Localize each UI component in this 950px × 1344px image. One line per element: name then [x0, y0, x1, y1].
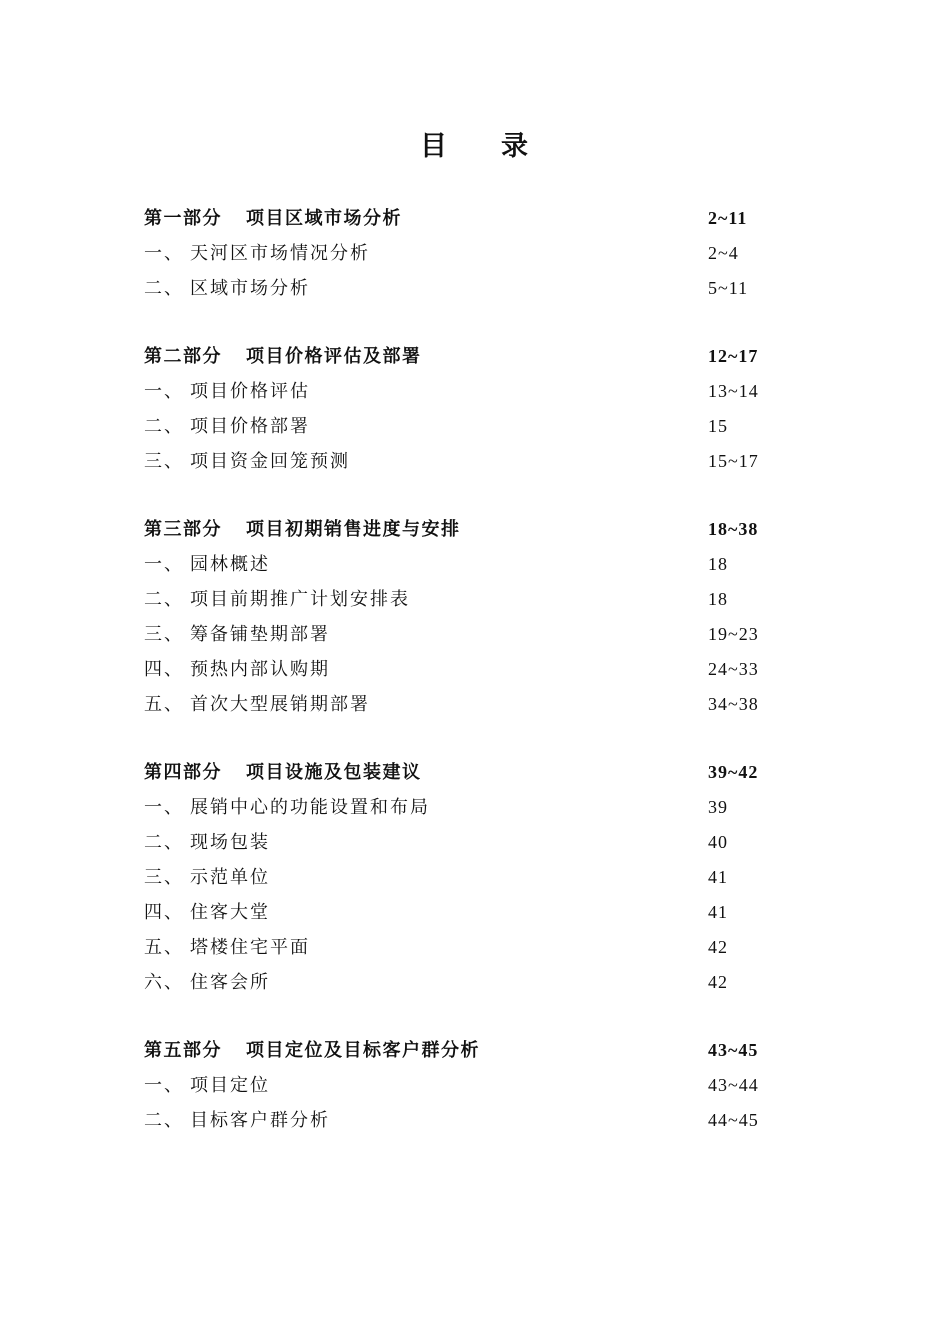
toc-section: [144, 512, 804, 722]
toc-entry: [144, 1068, 804, 1103]
toc-section-heading: [144, 755, 804, 790]
entry-page-range: 39: [708, 797, 728, 817]
toc-entry: [144, 617, 804, 652]
toc-section: [144, 755, 804, 1000]
entry-page-range: 18: [708, 554, 728, 574]
entry-page-range: 15~17: [708, 451, 759, 471]
section-page-range: 12~17: [708, 346, 759, 366]
entry-page-range: 19~23: [708, 624, 759, 644]
entry-number: 四、: [144, 659, 184, 680]
entry-label: 园林概述: [190, 554, 270, 575]
entry-number: 一、: [144, 243, 184, 264]
entry-page-range: 13~14: [708, 381, 759, 401]
section-page-range: 2~11: [708, 208, 748, 228]
toc-entry: [144, 582, 804, 617]
entry-label: 项目前期推广计划安排表: [190, 589, 410, 610]
toc-entry: [144, 825, 804, 860]
toc-entry: [144, 374, 804, 409]
entry-label: 区域市场分析: [190, 278, 310, 299]
section-title: 项目设施及包装建议: [246, 762, 422, 783]
entry-page-range: 41: [708, 902, 728, 922]
toc-title: [0, 124, 950, 163]
toc-entry: [144, 860, 804, 895]
section-page-range: 18~38: [708, 519, 759, 539]
entry-label: 天河区市场情况分析: [190, 243, 370, 264]
entry-number: 二、: [144, 832, 184, 853]
entry-label: 展销中心的功能设置和布局: [190, 797, 430, 818]
toc-entry: [144, 965, 804, 1000]
toc-entry: [144, 790, 804, 825]
entry-number: 三、: [144, 867, 184, 888]
toc-entry: [144, 271, 804, 306]
entry-label: 预热内部认购期: [190, 659, 330, 680]
entry-label: 住客大堂: [190, 902, 270, 923]
table-of-contents: [144, 201, 804, 1171]
entry-page-range: 2~4: [708, 243, 739, 263]
toc-section-heading: [144, 201, 804, 236]
entry-number: 三、: [144, 451, 184, 472]
entry-label: 项目资金回笼预测: [190, 451, 350, 472]
toc-entry: [144, 444, 804, 479]
entry-number: 一、: [144, 554, 184, 575]
entry-label: 现场包装: [190, 832, 270, 853]
toc-entry: [144, 652, 804, 687]
entry-label: 筹备铺垫期部署: [190, 624, 330, 645]
toc-entry: [144, 236, 804, 271]
entry-number: 四、: [144, 902, 184, 923]
toc-title-char: 目: [420, 131, 449, 162]
toc-section-heading: [144, 339, 804, 374]
entry-number: 五、: [144, 937, 184, 958]
section-part-label: 第二部分: [144, 346, 222, 367]
entry-page-range: 15: [708, 416, 728, 436]
entry-number: 一、: [144, 1075, 184, 1096]
section-title: 项目区域市场分析: [246, 208, 402, 229]
entry-page-range: 44~45: [708, 1110, 759, 1130]
section-part-label: 第三部分: [144, 519, 222, 540]
entry-page-range: 43~44: [708, 1075, 759, 1095]
section-title: 项目初期销售进度与安排: [246, 519, 461, 540]
entry-page-range: 24~33: [708, 659, 759, 679]
entry-page-range: 42: [708, 937, 728, 957]
entry-label: 项目定位: [190, 1075, 270, 1096]
entry-number: 二、: [144, 278, 184, 299]
toc-section: [144, 201, 804, 306]
entry-number: 一、: [144, 381, 184, 402]
section-page-range: 39~42: [708, 762, 759, 782]
section-part-label: 第一部分: [144, 208, 222, 229]
toc-entry: [144, 1103, 804, 1138]
entry-number: 三、: [144, 624, 184, 645]
entry-label: 项目价格部署: [190, 416, 310, 437]
entry-number: 六、: [144, 972, 184, 993]
section-title: 项目定位及目标客户群分析: [246, 1040, 480, 1061]
entry-number: 二、: [144, 1110, 184, 1131]
toc-section-heading: [144, 512, 804, 547]
entry-number: 二、: [144, 589, 184, 610]
entry-number: 五、: [144, 694, 184, 715]
section-part-label: 第四部分: [144, 762, 222, 783]
entry-label: 住客会所: [190, 972, 270, 993]
entry-label: 塔楼住宅平面: [190, 937, 310, 958]
toc-title-char: 录: [501, 131, 530, 162]
entry-page-range: 34~38: [708, 694, 759, 714]
toc-entry: [144, 687, 804, 722]
toc-entry: [144, 895, 804, 930]
toc-section-heading: [144, 1033, 804, 1068]
entry-page-range: 18: [708, 589, 728, 609]
section-title: 项目价格评估及部署: [246, 346, 422, 367]
toc-section: [144, 1033, 804, 1138]
toc-entry: [144, 930, 804, 965]
entry-page-range: 42: [708, 972, 728, 992]
section-page-range: 43~45: [708, 1040, 759, 1060]
entry-number: 一、: [144, 797, 184, 818]
entry-label: 项目价格评估: [190, 381, 310, 402]
section-part-label: 第五部分: [144, 1040, 222, 1061]
entry-page-range: 40: [708, 832, 728, 852]
entry-label: 目标客户群分析: [190, 1110, 330, 1131]
entry-number: 二、: [144, 416, 184, 437]
entry-label: 首次大型展销期部署: [190, 694, 370, 715]
toc-entry: [144, 409, 804, 444]
toc-section: [144, 339, 804, 479]
entry-page-range: 41: [708, 867, 728, 887]
toc-entry: [144, 547, 804, 582]
entry-label: 示范单位: [190, 867, 270, 888]
entry-page-range: 5~11: [708, 278, 749, 298]
